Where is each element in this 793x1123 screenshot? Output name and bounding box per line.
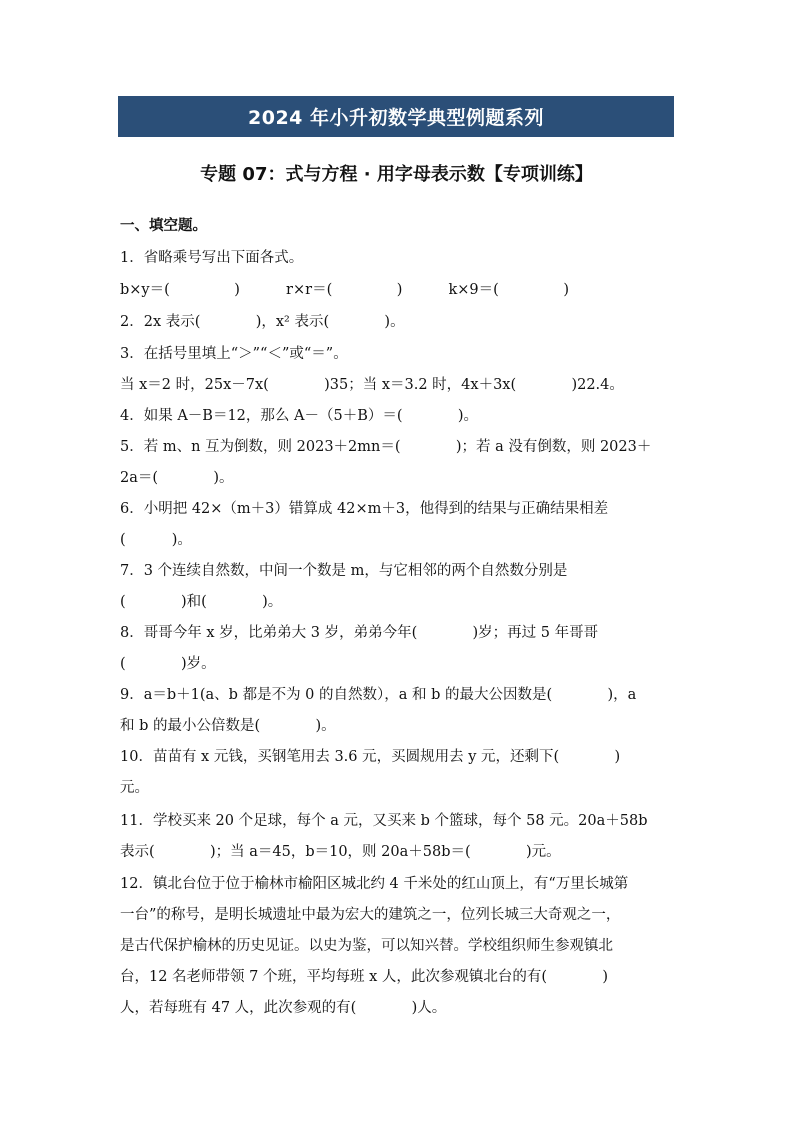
question-line: 6．小明把 42×（m＋3）错算成 42×m＋3，他得到的结果与正确结果相差 — [120, 501, 609, 517]
question-line: 一台”的称号，是明长城遗址中最为宏大的建筑之一，位列长城三大奇观之一， — [120, 907, 621, 923]
question-line: 11．学校买来 20 个足球，每个 a 元，又买来 b 个篮球，每个 58 元。20a＋58b — [120, 813, 648, 829]
question-line: 人，若每班有 47 人，此次参观的有( )人。 — [120, 1000, 447, 1016]
question-line: 8．哥哥今年 x 岁，比弟弟大 3 岁，弟弟今年( )岁；再过 5 年哥哥 — [120, 625, 599, 641]
section-heading: 一、填空题。 — [120, 218, 207, 234]
question-line: 表示( )；当 a＝45，b＝10，则 20a＋58b＝( )元。 — [120, 844, 561, 860]
question-line: 9．a＝b＋1(a、b 都是不为 0 的自然数），a 和 b 的最大公因数是( )，a — [120, 687, 637, 703]
question-line: ( )。 — [120, 532, 192, 548]
question-line: 2a＝( )。 — [120, 470, 234, 486]
question-line: 10．苗苗有 x 元钱，买钢笔用去 3.6 元，买圆规用去 y 元，还剩下( ) — [120, 749, 621, 765]
series-banner: 2024 年小升初数学典型例题系列 — [118, 96, 674, 137]
page-title: 专题 07：式与方程 · 用字母表示数【专项训练】 — [200, 164, 593, 185]
question-line: 4．如果 A－B＝12，那么 A－（5＋B）＝( )。 — [120, 408, 478, 424]
question-line: 2．2x 表示( )，x² 表示( )。 — [120, 314, 405, 330]
question-line: ( )岁。 — [120, 656, 216, 672]
question-line: 和 b 的最小公倍数是( )。 — [120, 718, 336, 734]
question-line: 台，12 名老师带领 7 个班，平均每班 x 人，此次参观镇北台的有( ) — [120, 969, 609, 985]
question-line: 5．若 m、n 互为倒数，则 2023＋2mn＝( )；若 a 没有倒数，则 2023＋ — [120, 439, 652, 455]
question-line: 12．镇北台位于位于榆林市榆阳区城北约 4 千米处的红山顶上，有“万里长城第 — [120, 876, 629, 892]
question-line: 1．省略乘号写出下面各式。 — [120, 250, 304, 266]
question-line: 元。 — [120, 780, 149, 796]
question-line: 7．3 个连续自然数，中间一个数是 m，与它相邻的两个自然数分别是 — [120, 563, 568, 579]
question-line: b×y＝( ) r×r＝( ) k×9＝( ) — [120, 282, 570, 298]
question-line: ( )和( )。 — [120, 594, 283, 610]
question-line: 3．在括号里填上“＞”“＜”或“＝”。 — [120, 346, 348, 362]
question-line: 是古代保护榆林的历史见证。以史为鉴，可以知兴替。学校组织师生参观镇北 — [120, 938, 613, 954]
question-line: 当 x＝2 时，25x－7x( )35；当 x＝3.2 时，4x＋3x( )22.4。 — [120, 377, 624, 393]
